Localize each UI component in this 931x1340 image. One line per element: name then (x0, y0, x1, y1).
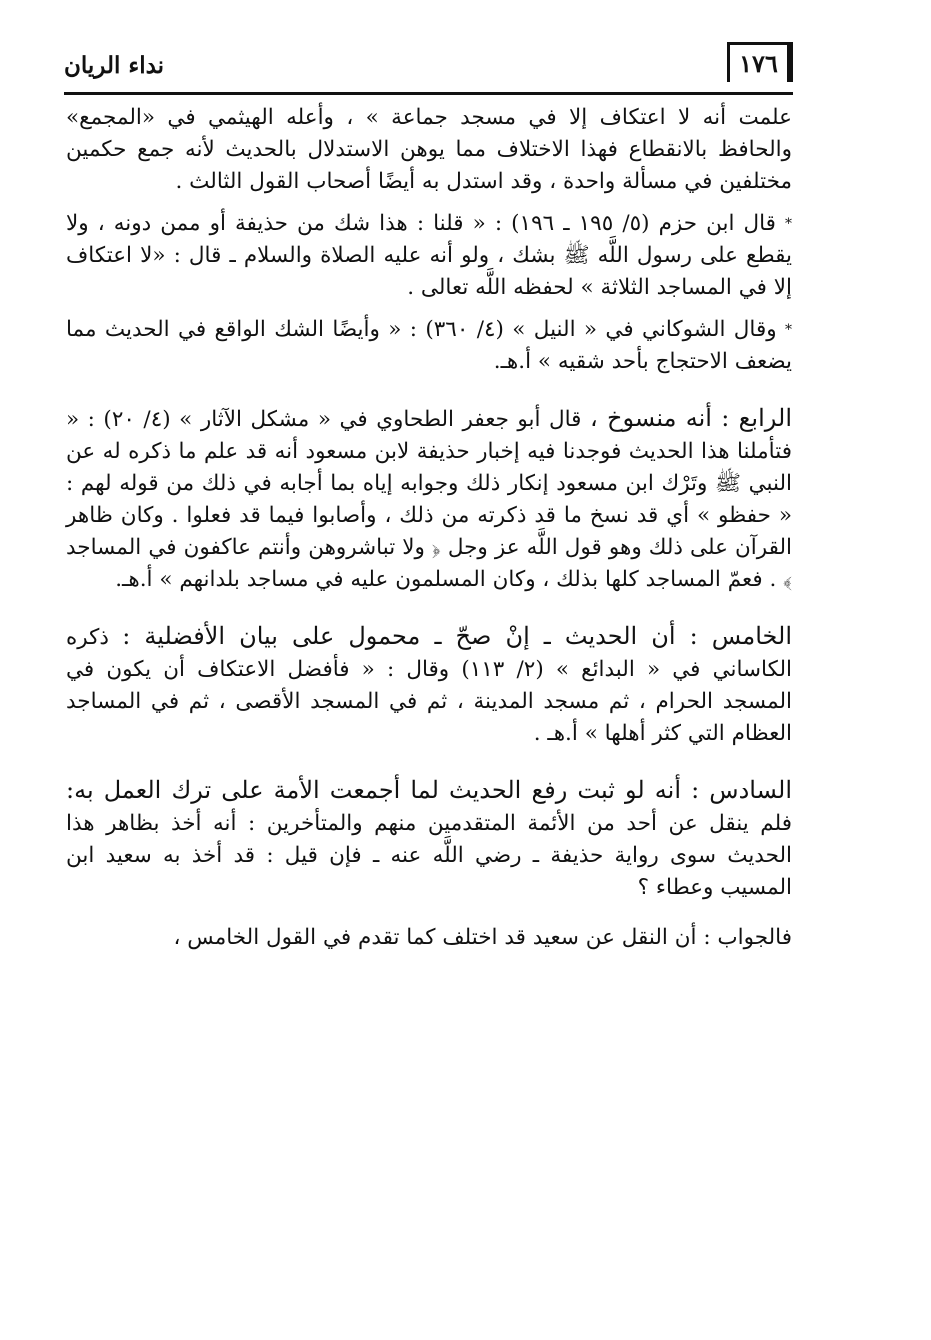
page-header (64, 38, 793, 96)
paragraph-4-text: قال أبو جعفر الطحاوي في « مشكل الآثار » (٤/ ٢٠) : « فتأملنا هذا الحديث فوجدنا فيه إخبار حذيفة لابن مسعود أنه قد علم ما ذكره له عن النبي ﷺ وتَرْك ابن مسعود إنكار ذلك وجوابه إياه بما أجابه في ذلك من قوله لهم : « حفظو » أي قد نسخ ما قد ذكرته من ذلك ، وأصابوا فيما قد فعلوا . وكان ظاهر القرآن على ذلك وهو قول اللَّه عز وجل ﴿ ولا تباشروهن وأنتم عاكفون في المساجد ﴾ . فعمّ المساجد كلها بذلك ، وكان المسلمون عليه في مساجد بلدانهم » أ.هـ. (66, 407, 792, 592)
paragraph-7-text: فالجواب : أن النقل عن سعيد قد اختلف كما تقدم في القول الخامس ، (173, 925, 792, 950)
paragraph-7 (66, 922, 792, 954)
paragraph-5 (66, 620, 792, 750)
paragraph-3 (66, 314, 792, 378)
paragraph-4 (66, 402, 792, 596)
paragraph-6-text: فلم ينقل عن أحد من الأئمة المتقدمين منهم والمتأخرين : أنه أخذ بظاهر هذا الحديث سوى رواية حذيفة ـ رضي اللَّه عنه ـ فإن قيل : قد أخذ به سعيد ابن المسيب وعطاء ؟ (66, 811, 792, 900)
asterisk-icon: * (785, 216, 793, 232)
asterisk-icon: * (785, 322, 793, 338)
paragraph-2-text: قال ابن حزم (٥/ ١٩٥ ـ ١٩٦) : « قلنا : هذا شك من حذيفة أو ممن دونه ، ولا يقطع على رسول اللَّه ﷺ بشك ، ولو أنه عليه الصلاة والسلام ـ قال : «لا اعتكاف إلا في المساجد الثلاثة » لحفظه اللَّه تعالى . (66, 211, 792, 300)
page-body (66, 102, 792, 954)
paragraph-2 (66, 208, 792, 304)
paragraph-1-text: علمت أنه لا اعتكاف إلا في مسجد جماعة » ، وأعله الهيثمي في «المجمع» والحافظ بالانقطاع فهذا الاختلاف مما يوهن الاستدلال بالحديث لأنه جمع حكمين مختلفين في مسألة واحدة ، وقد استدل به أيضًا أصحاب القول الثالث . (66, 105, 792, 194)
paragraph-6 (66, 774, 792, 904)
running-title: نداء الريان (64, 52, 165, 79)
paragraph-1 (66, 102, 792, 198)
section-lead-fifth: الخامس : أن الحديث ـ إنْ صحّ ـ محمول على بيان الأفضلية : (122, 622, 792, 650)
header-rule (64, 92, 793, 95)
section-lead-sixth: السادس : أنه لو ثبت رفع الحديث لما أجمعت الأمة على ترك العمل به: (66, 776, 792, 804)
page-number: ١٧٦ (727, 42, 793, 82)
paragraph-5-text: ذكره الكاساني في « البدائع » (٢/ ١١٣) وقال : « فأفضل الاعتكاف أن يكون في المسجد الحرام ، ثم مسجد المدينة ، ثم في المسجد الأقصى ، ثم في المساجد العظام التي كثر أهلها » أ.هـ . (66, 625, 792, 746)
paragraph-3-text: وقال الشوكاني في « النيل » (٤/ ٣٦٠) : « وأيضًا الشك الواقع في الحديث مما يضعف الاحتجاج بأحد شقيه » أ.هـ. (66, 317, 792, 374)
section-lead-fourth: الرابع : أنه منسوخ ، (589, 404, 792, 432)
